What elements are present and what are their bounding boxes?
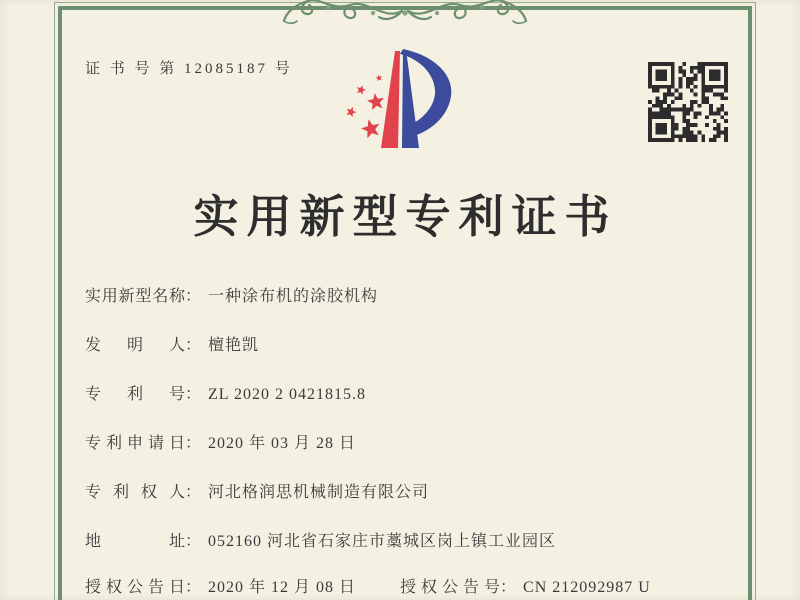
field-label: 实用新型名称 — [85, 288, 185, 305]
field-value: 052160 河北省石家庄市藁城区岗上镇工业园区 — [208, 533, 557, 550]
field-label: 专利号 — [85, 386, 185, 403]
field-label: 授权公告日 — [85, 579, 185, 596]
field-value: CN 212092987 U — [523, 579, 651, 596]
field-colon: ： — [185, 288, 202, 305]
field-colon: ： — [185, 533, 202, 550]
field-colon: ： — [185, 435, 202, 452]
qr-code — [648, 62, 728, 142]
field-label: 专利权人 — [85, 484, 185, 501]
field-value: 檀艳凯 — [208, 337, 260, 354]
field-label: 地址 — [85, 533, 185, 550]
certificate-number: 证 书 号 第 12085187 号 — [85, 61, 293, 77]
field-value: 2020 年 03 月 28 日 — [208, 435, 357, 452]
field-colon: ： — [185, 386, 202, 403]
field-inventor — [85, 332, 259, 355]
field-grant-number — [400, 574, 651, 597]
field-colon: ： — [500, 579, 517, 596]
field-grant-date — [85, 574, 356, 597]
field-application-date — [85, 430, 356, 453]
field-value: ZL 2020 2 0421815.8 — [208, 386, 366, 403]
field-colon: ： — [185, 337, 202, 354]
field-patent-number — [85, 381, 366, 404]
field-label: 专利申请日 — [85, 435, 185, 452]
field-address — [85, 528, 556, 551]
field-utility-model-name — [85, 283, 378, 306]
field-patentee — [85, 479, 429, 502]
field-value: 一种涂布机的涂胶机构 — [208, 288, 379, 305]
field-label: 授权公告号 — [400, 579, 500, 596]
field-label: 发明人 — [85, 337, 185, 354]
certificate-title: 实用新型专利证书 — [193, 192, 618, 242]
cnipa-patent-logo-icon — [328, 48, 483, 170]
field-colon: ： — [185, 579, 202, 596]
field-value: 2020 年 12 月 08 日 — [208, 579, 357, 596]
field-value: 河北格润思机械制造有限公司 — [208, 484, 430, 501]
field-colon: ： — [185, 484, 202, 501]
flourish-ornament-icon — [278, 0, 532, 29]
